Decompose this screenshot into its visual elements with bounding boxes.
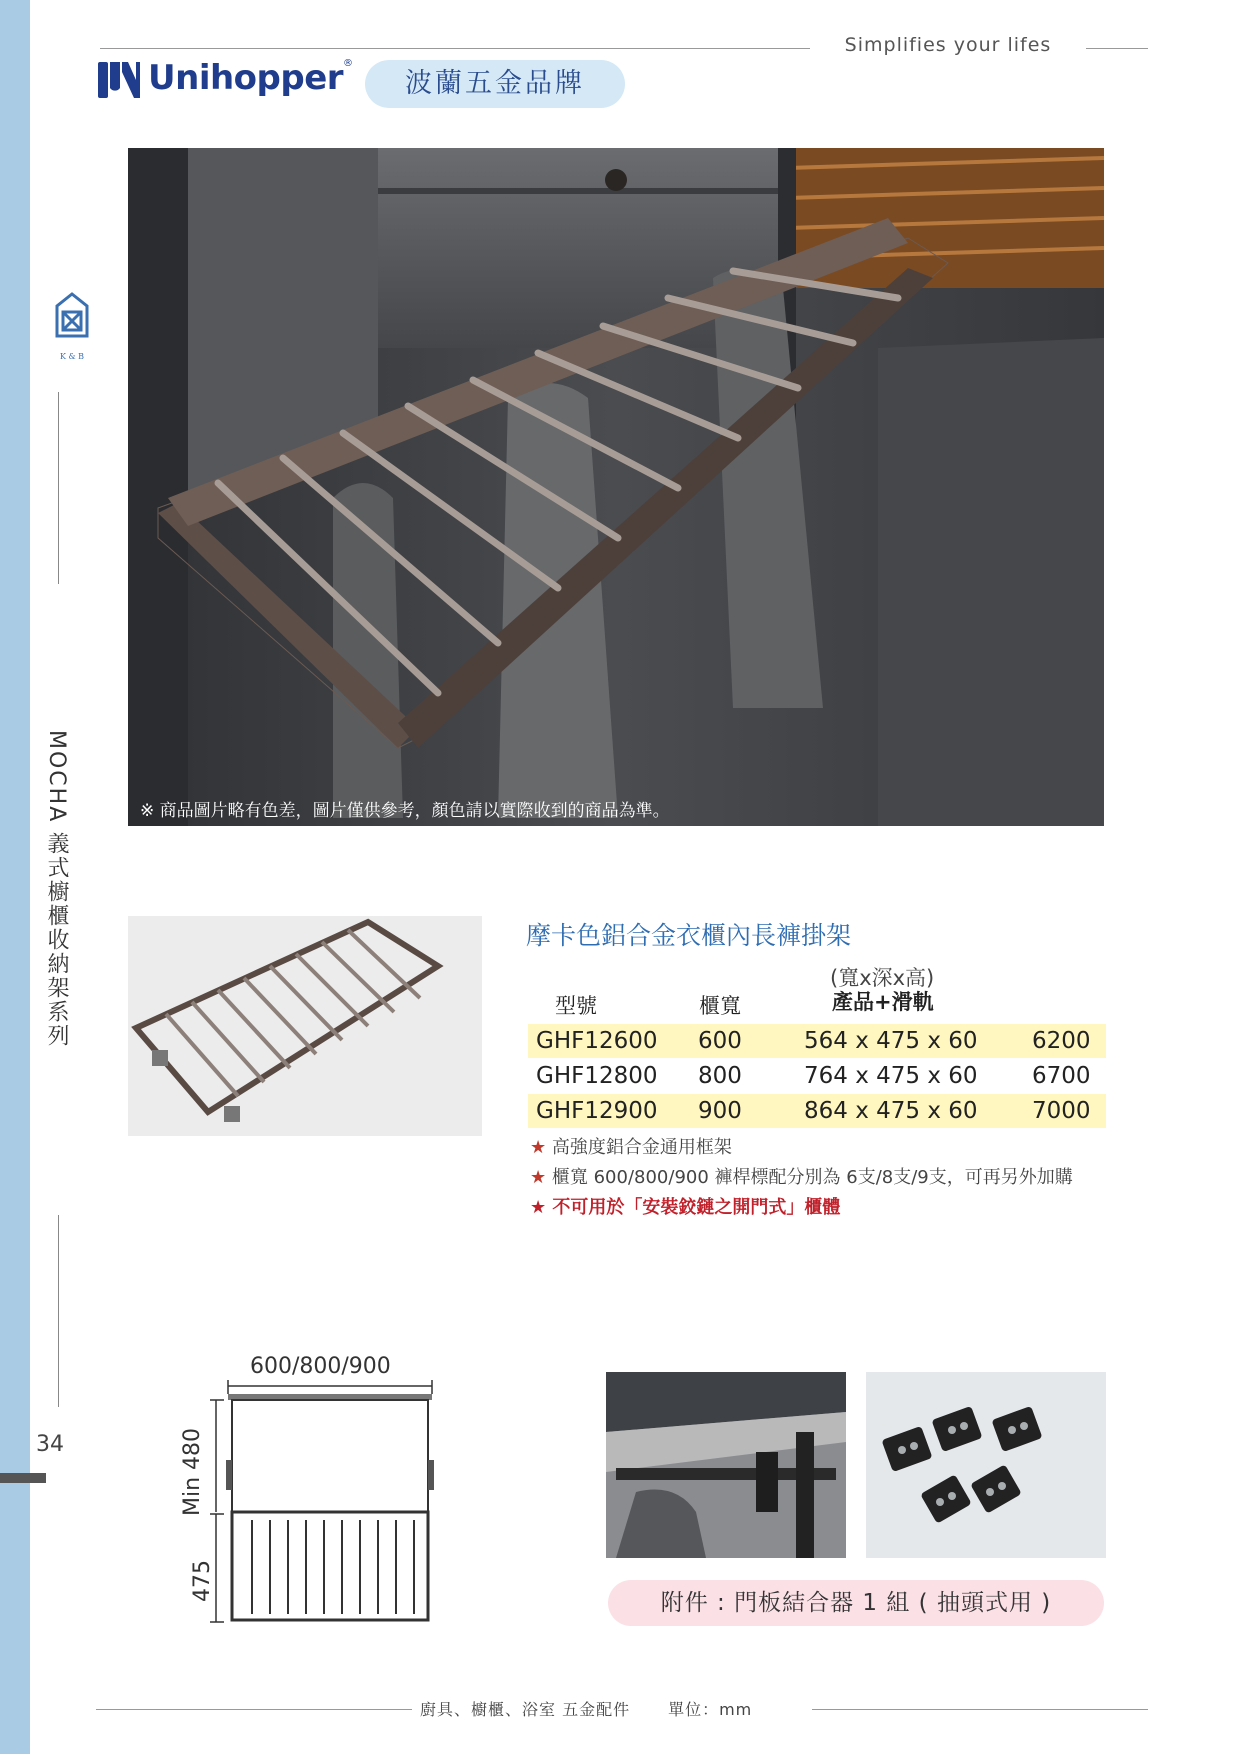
header-width: 櫃寬 (699, 994, 741, 1018)
photo-disclaimer: ※ 商品圖片略有色差，圖片僅供參考，顏色請以實際收到的商品為準。 (140, 801, 670, 821)
cell-dims: 864 x 475 x 60 (804, 1098, 978, 1124)
footer-rule (96, 1709, 412, 1710)
header-model: 型號 (555, 994, 597, 1018)
brand-name: Unihopper® (148, 58, 353, 98)
cell-width: 600 (698, 1028, 742, 1054)
kb-logo (55, 292, 89, 352)
footer-rule (812, 1709, 1148, 1710)
footer-unit: 單位：mm (668, 1700, 753, 1719)
series-title: MOCHA 義式櫥櫃收納架系列 (44, 730, 69, 1049)
accessory-label-pill: 附件 : 門板結合器 1 組 ( 抽頭式用 ) (608, 1580, 1104, 1626)
page-number: 34 (36, 1432, 64, 1457)
diagram-min-label: Min 480 (180, 1427, 205, 1516)
cell-price: 6200 (1032, 1028, 1091, 1054)
side-color-bar (0, 0, 30, 1754)
side-divider (58, 1215, 59, 1407)
note-item: ★ 櫃寬 600/800/900 褲桿標配分別為 6支/8支/9支，可再另外加購 (530, 1167, 1073, 1188)
unihopper-logo-icon (96, 58, 140, 102)
note-item: ★ 高強度鋁合金通用框架 (530, 1137, 732, 1158)
note-item-warning: ★ 不可用於「安裝鉸鏈之開門式」櫃體 (530, 1197, 841, 1218)
cell-model: GHF12600 (536, 1028, 658, 1054)
cell-width: 800 (698, 1063, 742, 1089)
footer-category: 廚具、櫥櫃、浴室 五金配件 (420, 1700, 631, 1719)
header-dims: 產品+滑軌 (832, 990, 934, 1014)
diagram-width-label: 600/800/900 (250, 1354, 391, 1379)
header-rule (1086, 48, 1148, 49)
diagram-depth-label: 475 (190, 1560, 215, 1602)
cell-model: GHF12800 (536, 1063, 658, 1089)
page-tab-marker (0, 1473, 46, 1483)
cell-width: 900 (698, 1098, 742, 1124)
header-dims-unit: (寬x深x高) (830, 966, 935, 990)
accessory-photo-connectors (866, 1372, 1106, 1558)
side-divider (58, 392, 59, 584)
table-row (528, 1059, 1106, 1093)
footer-text (420, 1697, 810, 1720)
product-title: 摩卡色鋁合金衣櫃內長褲掛架 (526, 921, 852, 950)
tagline: Simplifies your lifes (844, 34, 1052, 56)
cell-dims: 564 x 475 x 60 (804, 1028, 978, 1054)
header-rule (100, 48, 810, 49)
cell-model: GHF12900 (536, 1098, 658, 1124)
dimension-diagram (208, 1380, 438, 1630)
cell-dims: 764 x 475 x 60 (804, 1063, 978, 1089)
cell-price: 6700 (1032, 1063, 1091, 1089)
table-row (528, 1024, 1106, 1058)
cell-price: 7000 (1032, 1098, 1091, 1124)
table-row (528, 1094, 1106, 1128)
kb-logo-text: K & B (59, 352, 85, 361)
accessory-photo-installed (606, 1372, 846, 1558)
product-thumbnail (128, 916, 482, 1136)
product-photo (128, 148, 1104, 826)
brand-cn-pill: 波蘭五金品牌 (365, 60, 625, 108)
